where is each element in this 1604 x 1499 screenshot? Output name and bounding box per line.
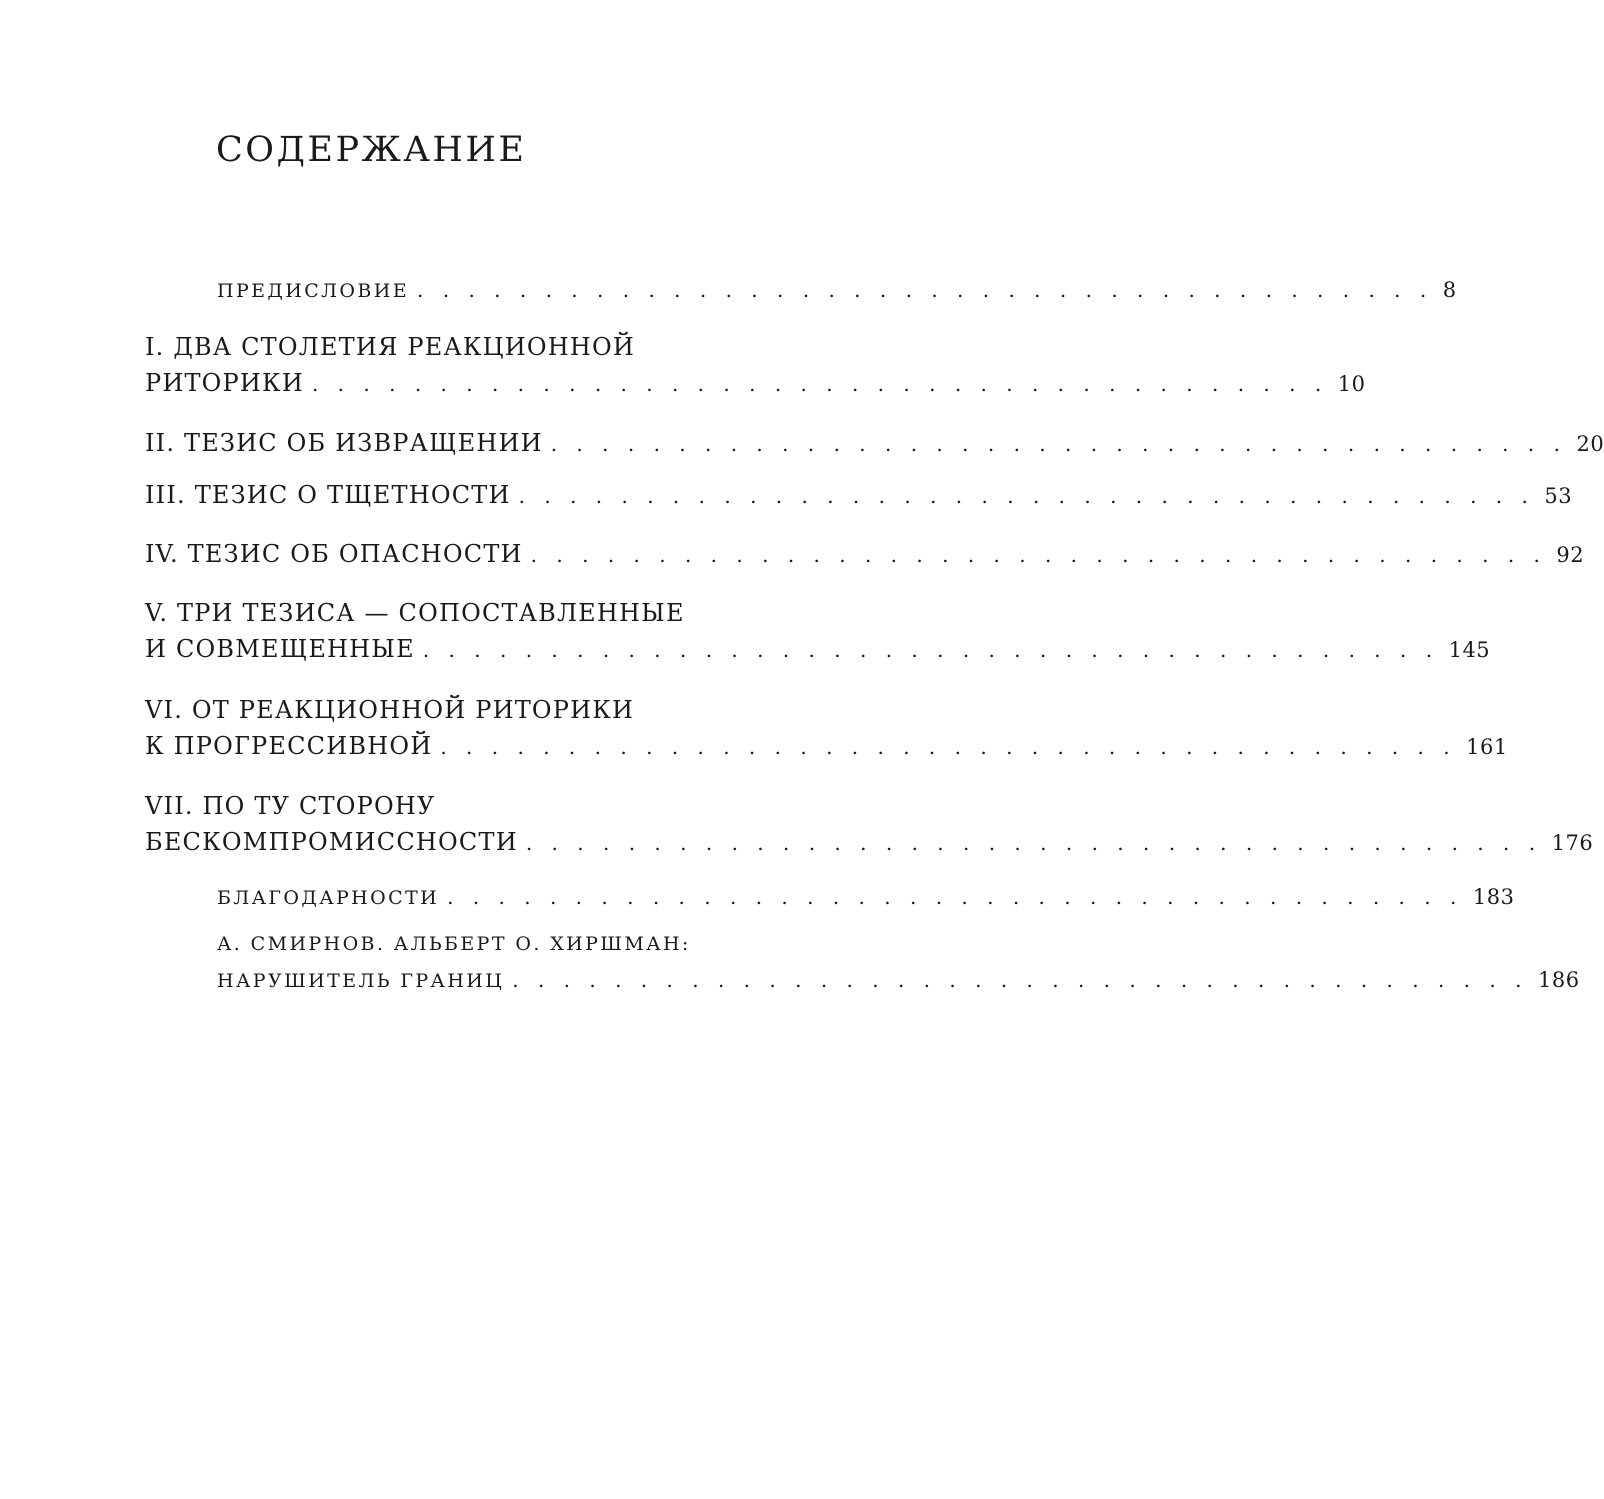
toc-entry-chapter-3[interactable]	[145, 480, 1573, 510]
leader-dots: . . . . . . . . . . . . . . . . . . . . . . . . . . . . . . . . . . . . . . . .	[518, 484, 1535, 508]
leader-dots: . . . . . . . . . . . . . . . . . . . . . . . . . . . . . . . . . . . . . . . .	[311, 372, 1328, 396]
toc-entry-title-continued: И СОВМЕЩЕННЫЕ	[145, 635, 415, 663]
table-of-contents	[145, 0, 1604, 1499]
leader-dots: . . . . . . . . . . . . . . . . . . . . . . . . . . . . . . . . . . . . . . . .	[440, 735, 1457, 759]
toc-entry-title: А. СМИРНОВ. АЛЬБЕРТ О. ХИРШМАН:	[217, 933, 691, 955]
toc-entry-chapter-5[interactable]	[145, 598, 1491, 664]
toc-page-number: 186	[1537, 968, 1580, 992]
leader-dots: . . . . . . . . . . . . . . . . . . . . . . . . . . . . . . . . . . . . . . . .	[530, 543, 1547, 567]
toc-entry-chapter-2[interactable]	[145, 428, 1604, 458]
toc-entry-afterword[interactable]	[217, 929, 1580, 995]
toc-entry-title: ПРЕДИСЛОВИЕ	[217, 280, 410, 302]
toc-entry-chapter-7[interactable]	[145, 791, 1594, 857]
toc-entry-title: VII. ПО ТУ СТОРОНУ	[145, 792, 436, 820]
leader-dots: . . . . . . . . . . . . . . . . . . . . . . . . . . . . . . . . . . . . . . . .	[525, 831, 1542, 855]
toc-page-number: 161	[1466, 735, 1508, 759]
toc-entry-title-continued: НАРУШИТЕЛЬ ГРАНИЦ	[217, 970, 505, 992]
toc-entry-title: VI. ОТ РЕАКЦИОННОЙ РИТОРИКИ	[145, 696, 635, 724]
toc-entry-title: IV. ТЕЗИС ОБ ОПАСНОСТИ	[145, 540, 523, 568]
toc-entry-title-continued: БЕСКОМПРОМИССНОСТИ	[145, 828, 518, 856]
toc-entry-acknowledgements[interactable]	[217, 882, 1515, 912]
toc-entry-chapter-4[interactable]	[145, 539, 1585, 569]
leader-dots: . . . . . . . . . . . . . . . . . . . . . . . . . . . . . . . . . . . . . . . .	[422, 638, 1439, 662]
toc-page-number: 176	[1551, 831, 1594, 855]
toc-page-number: 183	[1472, 885, 1515, 909]
toc-entry-title: II. ТЕЗИС ОБ ИЗВРАЩЕНИИ	[145, 429, 543, 457]
toc-entry-title: V. ТРИ ТЕЗИСА — СОПОСТАВЛЕННЫЕ	[145, 599, 685, 627]
toc-entry-chapter-1[interactable]	[145, 332, 1366, 398]
toc-page-number: 145	[1448, 638, 1491, 662]
leader-dots: . . . . . . . . . . . . . . . . . . . . . . . . . . . . . . . . . . . . . . . .	[512, 968, 1528, 992]
toc-page-number: 53	[1544, 484, 1573, 508]
leader-dots: . . . . . . . . . . . . . . . . . . . . . . . . . . . . . . . . . . . . . . . .	[550, 432, 1567, 456]
page-title: СОДЕРЖАНИЕ	[216, 130, 527, 170]
toc-entry-chapter-6[interactable]	[145, 695, 1508, 761]
toc-entry-title-continued: К ПРОГРЕССИВНОЙ	[145, 732, 433, 760]
toc-entry-title-continued: РИТОРИКИ	[145, 369, 304, 397]
toc-entry-preface[interactable]	[217, 275, 1457, 305]
toc-entry-title: I. ДВА СТОЛЕТИЯ РЕАКЦИОННОЙ	[145, 333, 636, 361]
toc-page-number: 20	[1576, 432, 1604, 456]
toc-page-number: 8	[1442, 278, 1457, 302]
toc-entry-title: III. ТЕЗИС О ТЩЕТНОСТИ	[145, 481, 511, 509]
toc-page-number: 92	[1556, 543, 1585, 567]
toc-entry-title: БЛАГОДАРНОСТИ	[217, 887, 440, 909]
toc-page-number: 10	[1337, 372, 1366, 396]
leader-dots: . . . . . . . . . . . . . . . . . . . . . . . . . . . . . . . . . . . . . . . .	[417, 278, 1433, 302]
leader-dots: . . . . . . . . . . . . . . . . . . . . . . . . . . . . . . . . . . . . . . . .	[447, 885, 1463, 909]
